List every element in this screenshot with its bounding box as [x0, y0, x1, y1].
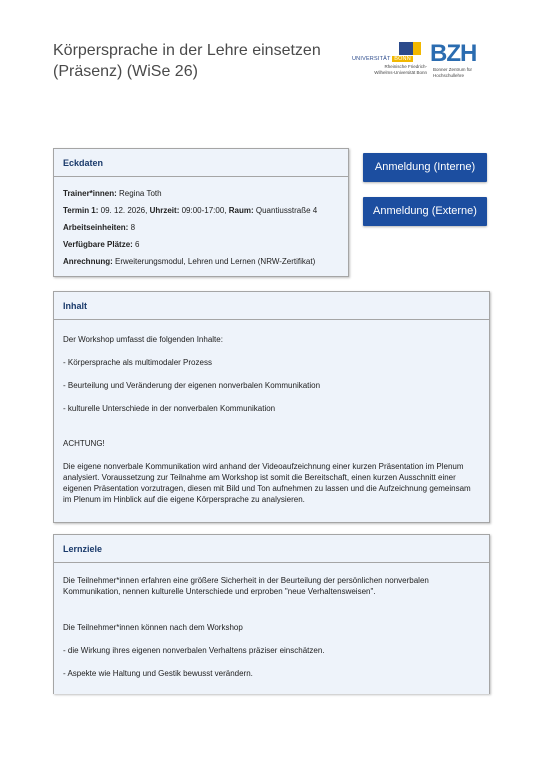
university-logo-text: UNIVERSITÄT BONN: [352, 56, 411, 62]
termin-row: Termin 1: 09. 12. 2026, Uhrzeit: 09:00-17:00, Raum: Quantiusstraße 4: [63, 206, 318, 215]
inhalt-intro: Der Workshop umfasst die folgenden Inhalte:: [63, 335, 223, 344]
bzh-logo-subtitle: Bonner Zentrum für Hochschullehre: [433, 67, 473, 78]
page-title: Körpersprache in der Lehre einsetzen (Präsenz) (WiSe 26): [53, 42, 321, 80]
anmeldung-interne-button[interactable]: Anmeldung (Interne): [363, 153, 487, 182]
eckdaten-heading: Eckdaten: [54, 149, 348, 177]
inhalt-panel: [53, 291, 490, 523]
lernziele-item: - die Wirkung ihres eigenen nonverbalen Verhaltens präziser einschätzen.: [63, 646, 325, 655]
inhalt-note: Die eigene nonverbale Kommunikation wird anhand der Videoaufzeichnung einer kurzen Präsentation im Plenum analysiert. Voraussetzung zur Teilnahme am Workshop ist somit die Bereitschaft, einen kurzen Ausschnitt einer eigenen Präsentation vorzutragen, diesen mit Bild und Ton aufnehmen zu lassen und die Aufzeichnung gemeinsam im Plenum im Hinblick auf die eigene Körpersprache zu analysieren.: [63, 462, 471, 504]
bzh-logo: [352, 40, 492, 90]
inhalt-heading: Inhalt: [54, 292, 489, 320]
lernziele-panel: [53, 534, 490, 694]
arbeitseinheiten-row: Arbeitseinheiten: 8: [63, 223, 136, 232]
anmeldung-externe-button[interactable]: Anmeldung (Externe): [363, 197, 487, 226]
inhalt-item: - Beurteilung und Veränderung der eigenen nonverbalen Kommunikation: [63, 381, 321, 390]
eckdaten-panel: [53, 148, 349, 277]
lernziele-item: - Aspekte wie Haltung und Gestik bewusst verändern.: [63, 669, 253, 678]
bzh-wordmark: BZH: [430, 40, 477, 67]
lernziele-heading: Lernziele: [54, 535, 489, 563]
lernziele-paragraph: Die Teilnehmer*innen können nach dem Workshop: [63, 623, 243, 632]
lernziele-paragraph: Die Teilnehmer*innen erfahren eine größere Sicherheit in der Beurteilung der persönlichen nonverbalen Kommunikation, nennen kulturelle Unterschiede und erproben "neue Verhaltensweisen".: [63, 576, 429, 596]
inhalt-item: - kulturelle Unterschiede in der nonverbalen Kommunikation: [63, 404, 276, 413]
inhalt-achtung: ACHTUNG!: [63, 439, 105, 448]
anrechnung-row: Anrechnung: Erweiterungsmodul, Lehren und Lernen (NRW-Zertifikat): [63, 257, 316, 266]
inhalt-item: - Körpersprache als multimodaler Prozess: [63, 358, 212, 367]
plaetze-row: Verfügbare Plätze: 6: [63, 240, 140, 249]
trainer-row: Trainer*innen: Regina Toth: [63, 189, 162, 198]
university-logo-subtitle: Rheinische Friedrich-Wilhelms-Universität Bonn: [374, 64, 427, 75]
university-bonn-mark-icon: [399, 42, 421, 55]
